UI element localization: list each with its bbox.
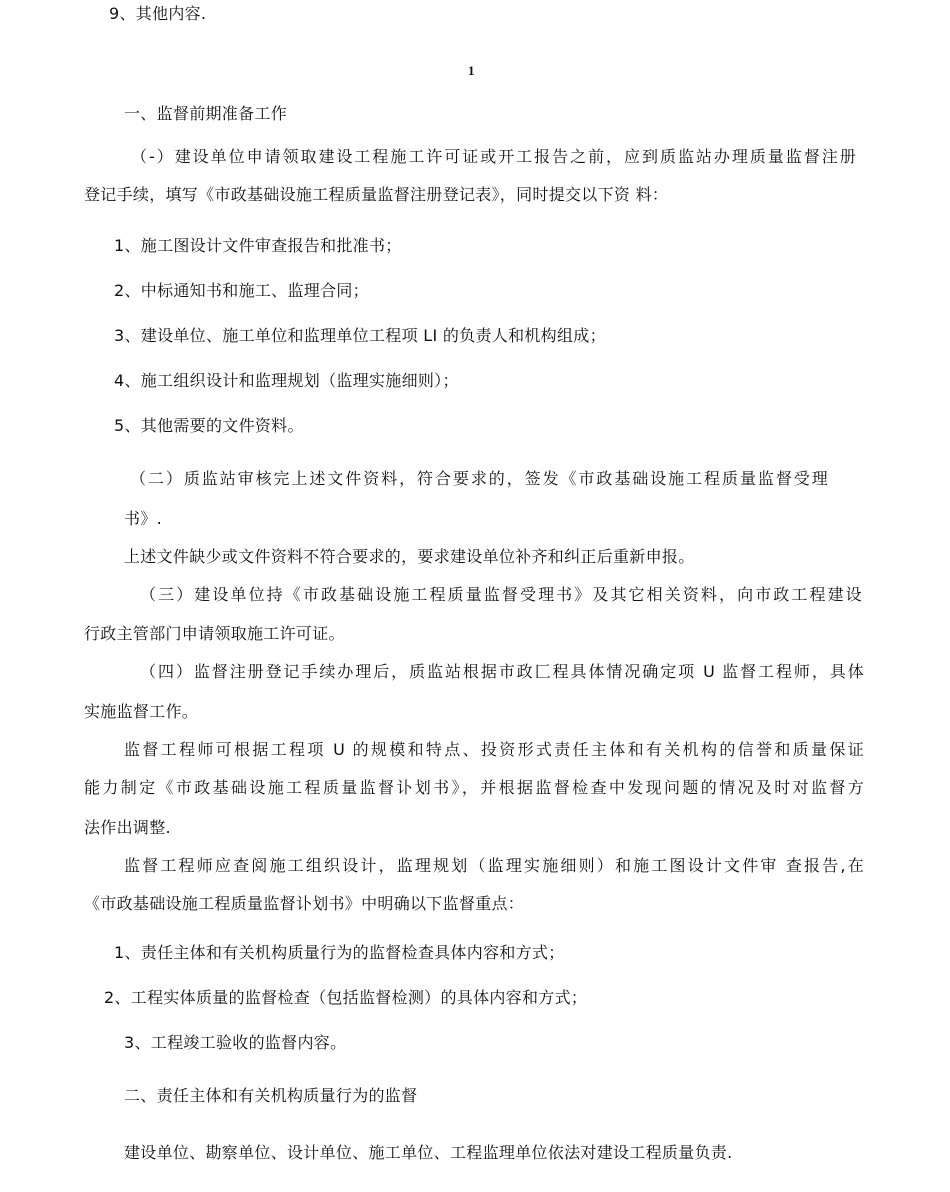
paragraph-4-line-2: 实施监督工作。 [84, 702, 199, 721]
paragraph-5-line-3: 法作出调整. [84, 818, 171, 837]
section-heading-2: 二、责任主体和有关机构质量行为的监督 [124, 1086, 418, 1105]
list-item: 2、工程实体质量的监督检查（包括监督检测）的具体内容和方式； [104, 988, 588, 1007]
paragraph-5-line-1: 监督工程师可根据工程项 U 的规模和特点、投资形式责任主体和有关机构的信誉和质量保证 [124, 740, 864, 759]
paragraph-2-line-1: （二）质监站审核完上述文件资料，符合要求的，签发《市政基础设施工程质量监督受理 [130, 469, 828, 488]
paragraph-1-line-2: 登记手续，填写《市政基础设施工程质量监督注册登记表》，同时提交以下资 料： [84, 185, 669, 204]
paragraph-6-line-1: 监督工程师应查阅施工组织设计，监理规划（监理实施细则）和施工图设计文件审 查报告,在 [124, 856, 864, 875]
paragraph-3-line-1: （三）建设单位持《市政基础设施工程质量监督受理书》及其它相关资料，向市政工程建设 [140, 585, 862, 604]
paragraph-3-line-2: 行政主管部门申请领取施工许可证。 [84, 624, 345, 643]
paragraph-2-line-2: 书》. [124, 509, 162, 528]
paragraph-6-line-2: 《市政基础设施工程质量监督讣划书》中明确以下监督重点： [84, 894, 525, 913]
paragraph-4-line-1: （四）监督注册登记手续办理后，质监站根据市政匚程具体情况确定项 U 监督工程师，具体 [140, 662, 864, 681]
list-item: 1、责任主体和有关机构质量行为的监督检查具体内容和方式； [114, 943, 565, 962]
paragraph-1-line-1: （-）建设单位申请领取建设工程施工许可证或开工报告之前，应到质监站办理质量监督注册 [131, 147, 856, 166]
page-number: 1 [468, 63, 475, 78]
list-item-other-content: 9、其他内容. [109, 4, 207, 23]
list-item: 1、施工图设计文件审查报告和批准书； [114, 236, 402, 255]
section-heading-1: 一、监督前期准备工作 [124, 104, 288, 123]
paragraph-5-line-2: 能力制定《市政基础设施工程质量监督讣划书》，并根据监督检查中发现问题的情况及时对监督方 [84, 778, 864, 797]
list-item: 4、施工组织设计和监理规划（监理实施细则）； [114, 371, 459, 390]
list-item: 3、工程竣工验收的监督内容。 [124, 1033, 347, 1052]
list-item: 2、中标通知书和施工、监理合同； [114, 281, 369, 300]
list-item: 5、其他需要的文件资料。 [114, 416, 304, 435]
list-item: 3、建设单位、施工单位和监理单位工程项 LI 的负责人和机构组成； [114, 326, 606, 345]
paragraph-7: 建设单位、勘察单位、设计单位、施工单位、工程监理单位依法对建设工程质量负责. [124, 1143, 733, 1162]
paragraph-2-line-3: 上述文件缺少或文件资料不符合要求的，要求建设单位补齐和纠正后重新申报。 [124, 547, 695, 566]
